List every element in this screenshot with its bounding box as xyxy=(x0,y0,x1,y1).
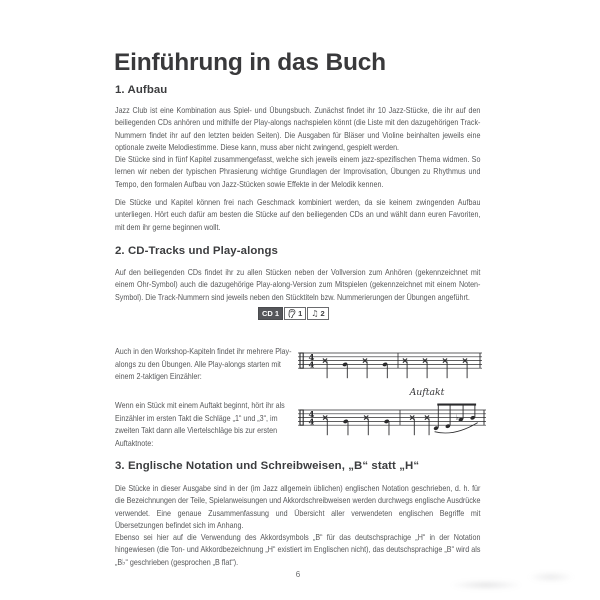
cd-number-label: CD 1 xyxy=(258,307,283,320)
section-heading-english-notation: 3. Englische Notation und Schreibweisen, „B“ statt „H“ xyxy=(115,460,420,472)
full-version-track-cell xyxy=(284,307,306,320)
music-staff-count-in xyxy=(296,342,486,384)
aufbau-paragraph-2: Die Stücke und Kapitel können frei nach Geschmack kombiniert werden, da sie keinem zwingenden Aufbau unterliegen. Hört euch dafür am besten die Stücke auf den beiliegenden CDs an und wählt dann euren Favoriten, mit dem ihr gerne beginnen wollt. xyxy=(115,197,481,232)
page-edge-shadow xyxy=(520,570,582,584)
ear-track-number: 1 xyxy=(298,309,303,318)
section-heading-cd-tracks: 2. CD-Tracks und Play-alongs xyxy=(115,245,278,257)
svg-text:4: 4 xyxy=(308,352,315,363)
cd-tracks-paragraph: Auf den beiliegenden CDs findet ihr zu allen Stücken neben der Vollversion zum Anhören (gekennzeichnet mit einem Ohr-Symbol) auch die dazugehörige Play-along-Version zum Mitspielen (gekennzeichnet mit einem Noten-Symbol). Die Track-Nummern sind jeweils neben den Stücktiteln bzw. Nummerierungen der Übungen angeführt. xyxy=(115,267,481,302)
page-edge-shadow xyxy=(438,579,534,591)
music-staff-pickup xyxy=(296,390,492,446)
svg-text:♭: ♭ xyxy=(455,413,459,423)
play-along-track-cell xyxy=(307,307,328,320)
section-heading-aufbau: 1. Aufbau xyxy=(115,84,168,96)
svg-text:4: 4 xyxy=(308,409,315,420)
ear-icon xyxy=(288,308,296,319)
auftakt-annotation: Auftakt xyxy=(409,387,445,398)
notes-icon: ♫ xyxy=(311,308,319,318)
aufbau-paragraph-1b: Die Stücke sind in fünf Kapitel zusammengefasst, welche sich jeweils einem jazz-spezifischen Thema widmen. So lernen wir neben der typischen Phrasierung wichtige Grundlagen der Improvisation, Übungen zu Rhythmus und Tempo, den formalen Aufbau von Jazz-Stücken sowie Effekte in der Melodik kennen. xyxy=(115,154,481,189)
svg-text:4: 4 xyxy=(308,417,315,428)
english-notation-paragraph-1: Die Stücke in dieser Ausgabe sind in der (im Jazz allgemein üblichen) englischen Notation geschrieben, d. h. für die Bezeichnungen der Teile, Spielanweisungen und Akkordschreibweisen werden durchwegs englische Ausdrücke verwendet. Eine genaue Zusammenfassung und Übersicht aller verwendeten englischen Begriffe mit Übersetzungen befindet sich im Anhang. xyxy=(115,483,481,530)
workshop-note: Auch in den Workshop-Kapiteln findet ihr mehrere Play-alongs zu den Übungen. Alle Play-alongs starten mit einem 2-taktigen Einzähler: xyxy=(115,346,292,382)
auftakt-note: Wenn ein Stück mit einem Auftakt beginnt, hört ihr als Einzähler im ersten Takt die Schläge „1“ und „3“, im zweiten Takt dann alle Viertelschläge bis zur ersten Auftaktnote: xyxy=(115,400,285,448)
english-notation-paragraph xyxy=(115,482,480,568)
aufbau-paragraph-1a: Jazz Club ist eine Kombination aus Spiel- und Übungsbuch. Zunächst findet ihr 10 Jazz-Stücke, die ihr auf den beiliegenden CDs anhören und mithilfe der Play-alongs nachspielen könnt (die Liste mit den dazugehörigen Track-Nummern findet ihr auf den letzten beiden Seiten). Die Ausgaben für Bläser und Violine beinhalten jeweils eine optionale zweite Melodiestimme. Diese kann, muss aber nicht zwingend, gespielt werden. xyxy=(115,105,481,152)
svg-text:4: 4 xyxy=(308,360,315,371)
aufbau-paragraph-1 xyxy=(115,104,480,190)
english-notation-paragraph-2: Ebenso sei hier auf die Verwendung des Akkordsymbols „B“ für das deutschsprachige „H“ in der Notation hingewiesen (die Ton- und Akkordbezeichnung „H“ existiert im Englischen nicht), das deutschsprachige „B“ wird als „B♭“ geschrieben (gesprochen „B flat“). xyxy=(115,532,481,567)
page-title: Einführung in das Buch xyxy=(114,49,386,76)
cd-track-badge xyxy=(258,307,329,320)
page-number: 6 xyxy=(295,570,301,579)
notes-track-number: 2 xyxy=(320,309,325,318)
